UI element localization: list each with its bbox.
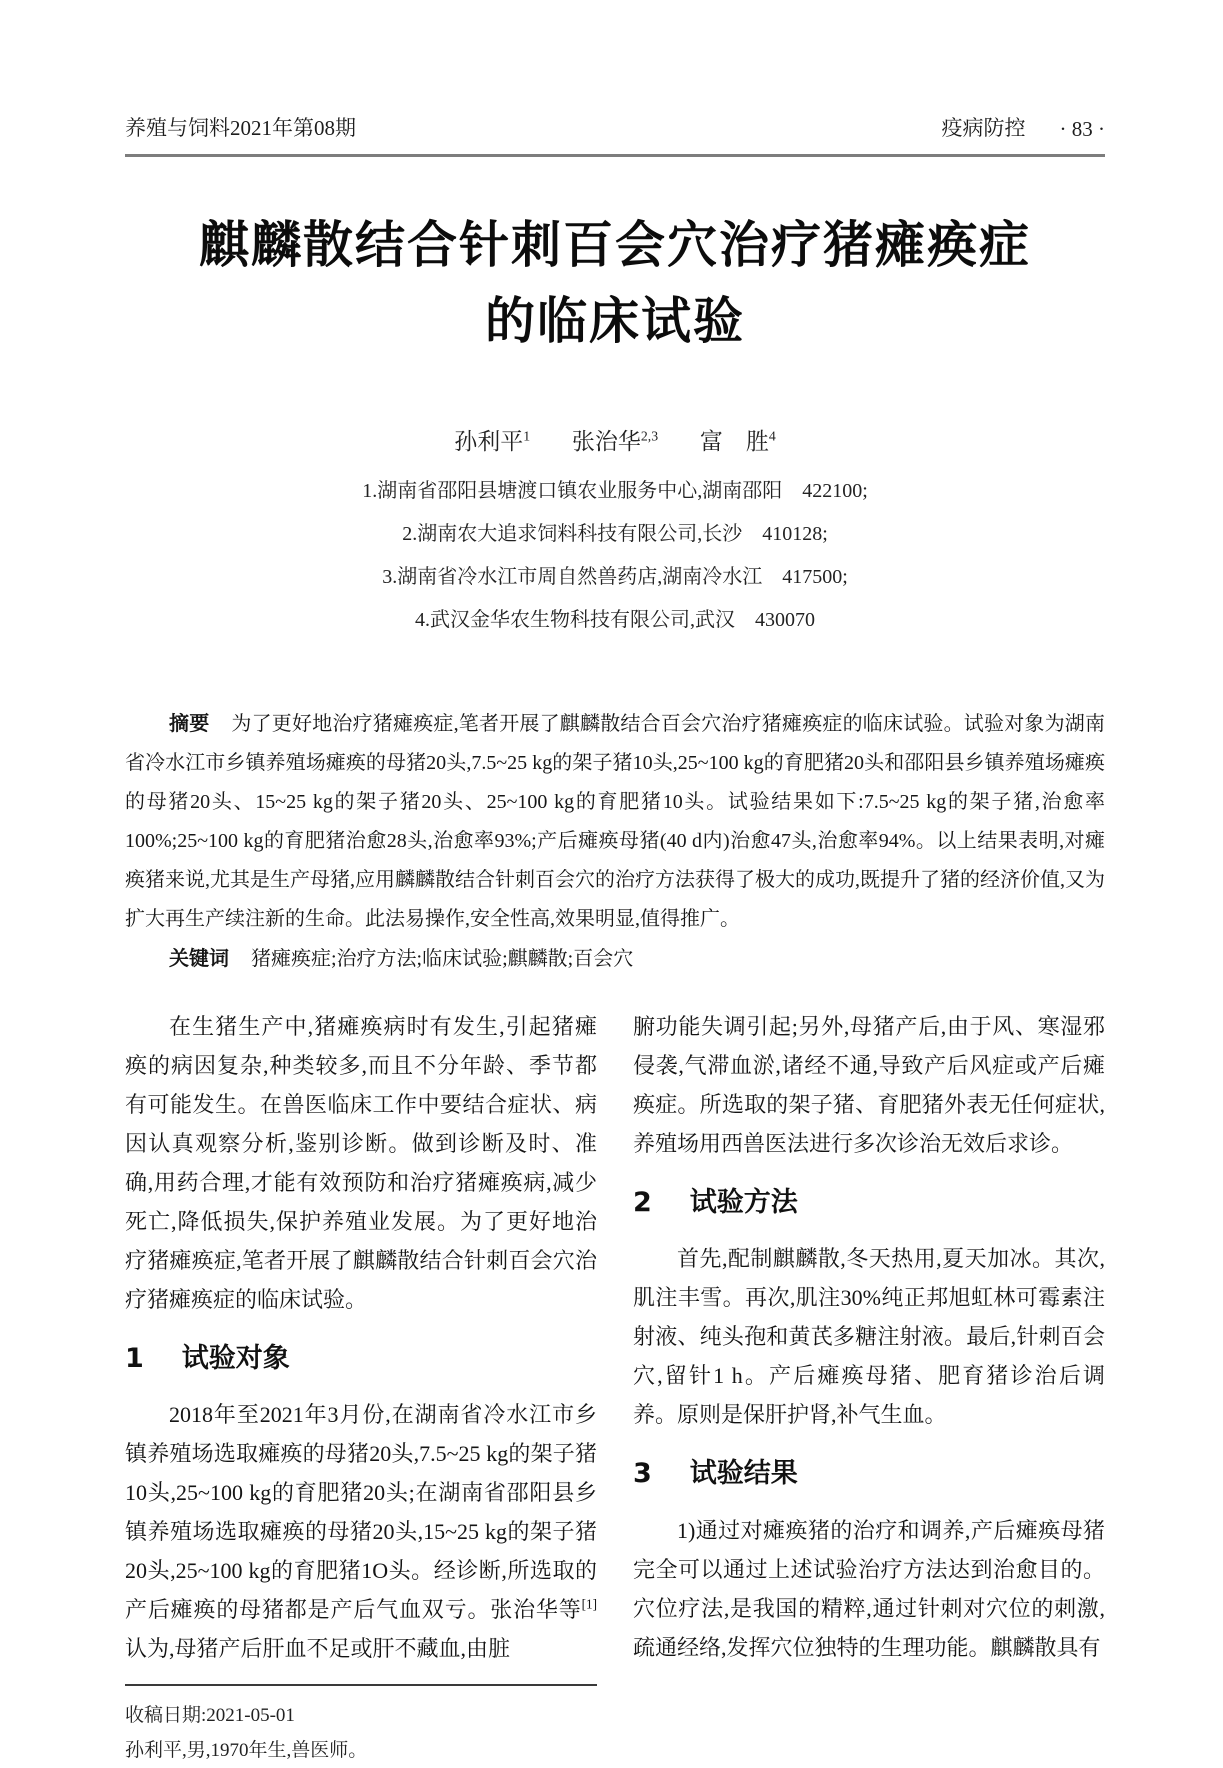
- column-name: 疫病防控: [941, 116, 1026, 140]
- received-date: 收稿日期:2021-05-01: [125, 1705, 295, 1727]
- section-2-paragraph: 首先,配制麒麟散,冬天热用,夏天加冰。其次,肌注丰雪。再次,肌注30%纯正邦旭虹林可霉素注射液、纯头孢和黄芪多糖注射液。最后,针刺百会穴,留针1 h。产后瘫痪母猪、肥育猪诊治后调养。原则是保肝护肾,补气生血。: [633, 1246, 1105, 1428]
- continued-paragraph: 腑功能失调引起;另外,母猪产后,由于风、寒湿邪侵袭,气滞血淤,诸经不通,导致产后风症或产后瘫痪症。所选取的架子猪、育肥猪外表无任何症状,养殖场用西兽医法进行多次诊治无效后求诊。: [633, 1014, 1105, 1156]
- author-2: [572, 423, 658, 456]
- affiliation-3: 3.湖南省冷水江市周自然兽药店,湖南冷水江 417500;: [382, 566, 848, 588]
- article-title: [125, 207, 1105, 359]
- section-3-title: 试验结果: [689, 1458, 798, 1490]
- affiliation-1: 1.湖南省邵阳县塘渡口镇农业服务中心,湖南邵阳 422100;: [362, 480, 868, 502]
- abstract-label: 摘要: [169, 711, 210, 735]
- keywords-text: 猪瘫痪症;治疗方法;临床试验;麒麟散;百会穴: [251, 948, 634, 970]
- author-2-affil-mark: 2,3: [640, 428, 659, 444]
- section-1-title: 试验对象: [181, 1343, 290, 1374]
- affiliation-4: 4.武汉金华农生物科技有限公司,武汉 430070: [415, 609, 815, 631]
- left-column: [125, 1007, 597, 1768]
- author-1: [454, 423, 530, 456]
- author-3: [700, 423, 776, 456]
- article-title-line2: 的临床试验: [485, 292, 745, 350]
- abstract-block: [125, 704, 1105, 979]
- body-columns: [125, 1007, 1105, 1768]
- section-2-heading: [633, 1187, 1105, 1219]
- author-3-name: 富 胜: [699, 429, 769, 454]
- reference-1-marker: [1]: [581, 1597, 597, 1613]
- journal-issue-label: 养殖与饲料2021年第08期: [125, 116, 356, 140]
- page-header: [125, 112, 1105, 157]
- author-bio: 孙利平,男,1970年生,兽医师。: [125, 1740, 368, 1762]
- abstract-text: 为了更好地治疗猪瘫痪症,笔者开展了麒麟散结合百会穴治疗猪瘫痪症的临床试验。试验对象为湖南省冷水江市乡镇养殖场瘫痪的母猪20头,7.5~25 kg的架子猪10头,25~100 kg的育肥猪20头和邵阳县乡镇养殖场瘫痪的母猪20头、15~25 kg的架子猪20头、25~100 kg的育肥猪10头。试验结果如下:7.5~25 kg的架子猪,治愈率100%;25~100 kg的育肥猪治愈28头,治愈率93%;产后瘫痪母猪(40 d内)治愈47头,治愈率94%。以上结果表明,对瘫痪猪来说,尤其是生产母猪,应用麟麟散结合针刺百会穴的治疗方法获得了极大的成功,既提升了猪的经济价值,又为扩大再生产续注新的生命。此法易操作,安全性高,效果明显,值得推广。: [125, 713, 1106, 930]
- author-1-name: 孙利平: [454, 429, 524, 454]
- section-1-paragraph: [125, 1395, 597, 1668]
- author-3-affil-mark: 4: [768, 428, 776, 444]
- author-2-name: 张治华: [571, 429, 641, 454]
- section-2-title: 试验方法: [689, 1187, 798, 1218]
- right-column: [633, 1007, 1105, 1768]
- section-1-text-cont: 认为,母猪产后肝血不足或肝不藏血,由脏: [125, 1636, 511, 1662]
- section-3-heading: [633, 1458, 1105, 1490]
- author-1-affil-mark: 1: [523, 428, 531, 444]
- affiliation-list: [125, 470, 1105, 642]
- section-2-number: 2: [633, 1187, 652, 1218]
- intro-paragraph: 在生猪生产中,猪瘫痪病时有发生,引起猪瘫痪的病因复杂,种类较多,而且不分年龄、季节都有可能发生。在兽医临床工作中要结合症状、病因认真观察分析,鉴别诊断。做到诊断及时、准确,用药合理,才能有效预防和治疗猪瘫痪病,减少死亡,降低损失,保护养殖业发展。为了更好地治疗猪瘫痪症,笔者开展了麒麟散结合针刺百会穴治疗猪瘫痪症的临床试验。: [125, 1014, 597, 1312]
- header-right: [942, 112, 1106, 142]
- first-page-footnote: [125, 1684, 597, 1768]
- article-title-line1: 麒麟散结合针刺百会穴治疗猪瘫痪症: [199, 216, 1031, 274]
- section-1-text: 2018年至2021年3月份,在湖南省冷水江市乡镇养殖场选取瘫痪的母猪20头,7.5~25 kg的架子猪10头,25~100 kg的育肥猪20头;在湖南省邵阳县乡镇养殖场选取瘫痪的母猪20头,15~25 kg的架子猪20头,25~100 kg的育肥猪1O头。经诊断,所选取的产后瘫痪的母猪都是产后气血双亏。张治华等: [125, 1402, 597, 1623]
- keywords-paragraph: [125, 939, 1105, 979]
- section-3-paragraph: 1)通过对瘫痪猪的治疗和调养,产后瘫痪母猪完全可以通过上述试验治疗方法达到治愈目的。穴位疗法,是我国的精粹,通过针刺对穴位的刺激,疏通经络,发挥穴位独特的生理功能。麒麟散具有: [633, 1517, 1105, 1660]
- page-number: · 83 ·: [1059, 117, 1105, 141]
- author-line: [125, 423, 1105, 456]
- section-1-heading: [125, 1343, 597, 1375]
- keywords-label: 关键词: [169, 946, 229, 970]
- section-1-number: 1: [125, 1343, 144, 1374]
- abstract-paragraph: [125, 704, 1105, 939]
- section-3-number: 3: [633, 1458, 652, 1490]
- affiliation-2: 2.湖南农大追求饲料科技有限公司,长沙 410128;: [402, 523, 828, 545]
